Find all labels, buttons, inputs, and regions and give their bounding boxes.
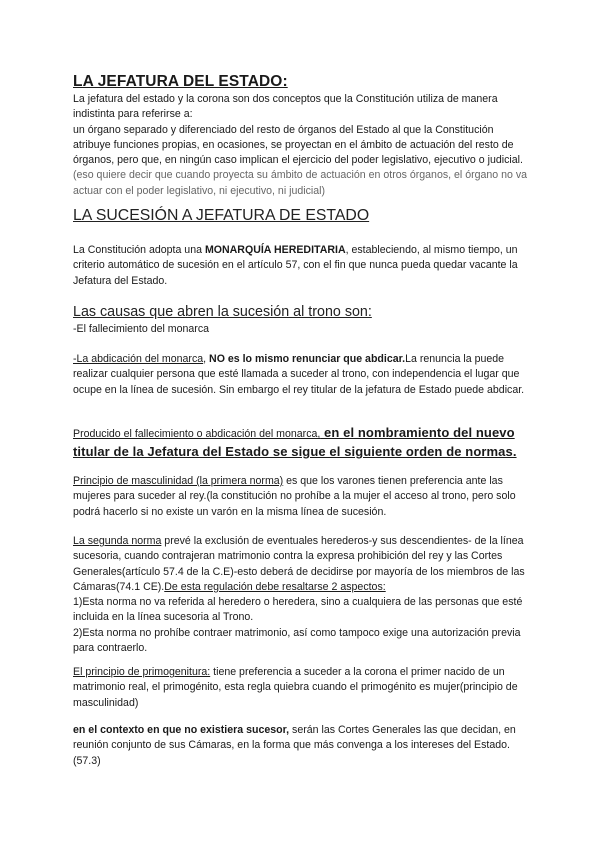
abdicacion-rest: La renuncia la puede realizar cualquier persona que esté llamada a suceder al trono, con independencia el lugar que ocupe en la línea de sucesión. Sin embargo el rey titular de la jefatura de Estado puede abdicar. bbox=[73, 353, 525, 396]
segunda-punto-1: 1)Esta norma no va referida al heredero o heredera, sino a cualquiera de las personas que esté incluida en la línea sucesoria al Trono. bbox=[73, 596, 523, 624]
intro-paragraph bbox=[73, 92, 533, 199]
producido-paragraph bbox=[73, 424, 533, 462]
sucesion-heading: LA SUCESIÓN A JEFATURA DE ESTADO bbox=[73, 207, 370, 224]
segunda-aspectos: De esta regulación debe resaltarse 2 aspectos: bbox=[164, 580, 386, 593]
segunda-label: La segunda norma bbox=[73, 535, 162, 547]
contexto-bold: en el contexto en que no existiera sucesor, bbox=[73, 724, 290, 736]
page-title: LA JEFATURA DEL ESTADO: bbox=[73, 73, 288, 90]
sucesion-text-a: La Constitución adopta una bbox=[73, 244, 205, 256]
intro-body: un órgano separado y diferenciado del resto de órganos del Estado al que la Constitución atribuye funciones propias, en ocasiones, se proyectan en el ámbito de actuación del resto de órganos, pero que, en ningún caso implican el ejercicio del poder legislativo, ejecutivo o judicial. bbox=[73, 123, 523, 167]
intro-line: La jefatura del estado y la corona son dos conceptos que la Constitución utiliza de manera indistinta para referirse a: bbox=[73, 93, 498, 121]
sucesion-bold: MONARQUÍA HEREDITARIA bbox=[204, 244, 346, 256]
causas-heading: Las causas que abren la sucesión al trono son: bbox=[73, 304, 372, 320]
primogenitura-rest: tiene preferencia a suceder a la corona el primer nacido de un matrimonio real, el primogénito, esta regla quiebra cuando el primogénito es mujer(principio de masculinidad) bbox=[73, 666, 518, 709]
intro-note: (eso quiere decir que cuando proyecta su ámbito de actuación en otros órganos, el órgano no va actuar con el poder legislativo, ni ejecutivo, ni judicial) bbox=[73, 169, 528, 197]
masculinidad-rest: es que los varones tienen preferencia ante las mujeres para suceder al rey.(la constitución no prohíbe a la mujer el acceso al trono, pero solo podrá hacerlo si no existe un varón en la misma línea de sucesión. bbox=[73, 475, 516, 518]
abdicacion-label: -La abdicación del monarca bbox=[73, 353, 204, 365]
masculinidad-label: Principio de masculinidad (la primera norma) bbox=[73, 475, 284, 487]
segunda-rest: prevé la exclusión de eventuales herederos-y sus descendientes- de la línea sucesoria, cuando contrajeran matrimonio contra la expresa prohibición del rey y las Cortes Generales(artículo 57.4 de la C.E)-esto deberá de decidirse por mayoría de los miembros de las Cámaras(74.1 CE). bbox=[73, 535, 525, 593]
contexto-paragraph bbox=[73, 723, 533, 769]
causa-fallecimiento: -El fallecimiento del monarca bbox=[73, 323, 210, 335]
primogenitura-label: El principio de primogenitura: bbox=[73, 666, 211, 678]
abdicacion-sep: , bbox=[203, 353, 210, 365]
masculinidad-paragraph bbox=[73, 474, 533, 520]
sucesion-text-b: , estableciendo, al mismo tiempo, un criterio automático de sucesión en el artículo 57, con el fin que nunca pueda quedar vacante la Jefatura del Estado. bbox=[73, 244, 518, 287]
segunda-punto-2: 2)Esta norma no prohíbe contraer matrimonio, así como tampoco exige una autorización previa para contraerlo. bbox=[73, 626, 521, 655]
producido-label: Producido el fallecimiento o abdicación del monarca, bbox=[73, 428, 321, 440]
sucesion-paragraph bbox=[73, 243, 533, 289]
primogenitura-paragraph bbox=[73, 665, 533, 711]
abdicacion-bold: NO es lo mismo renunciar que abdicar. bbox=[209, 353, 406, 365]
producido-bold: en el nombramiento del nuevo titular de la Jefatura del Estado se sigue el siguiente orden de normas. bbox=[73, 425, 517, 459]
contexto-rest: serán las Cortes Generales las que decidan, en reunión conjunto de sus Cámaras, en la forma que más convenga a los intereses del Estado.(57.3) bbox=[73, 724, 516, 767]
segunda-norma-paragraph bbox=[73, 534, 533, 656]
causa-abdicacion bbox=[73, 352, 533, 398]
